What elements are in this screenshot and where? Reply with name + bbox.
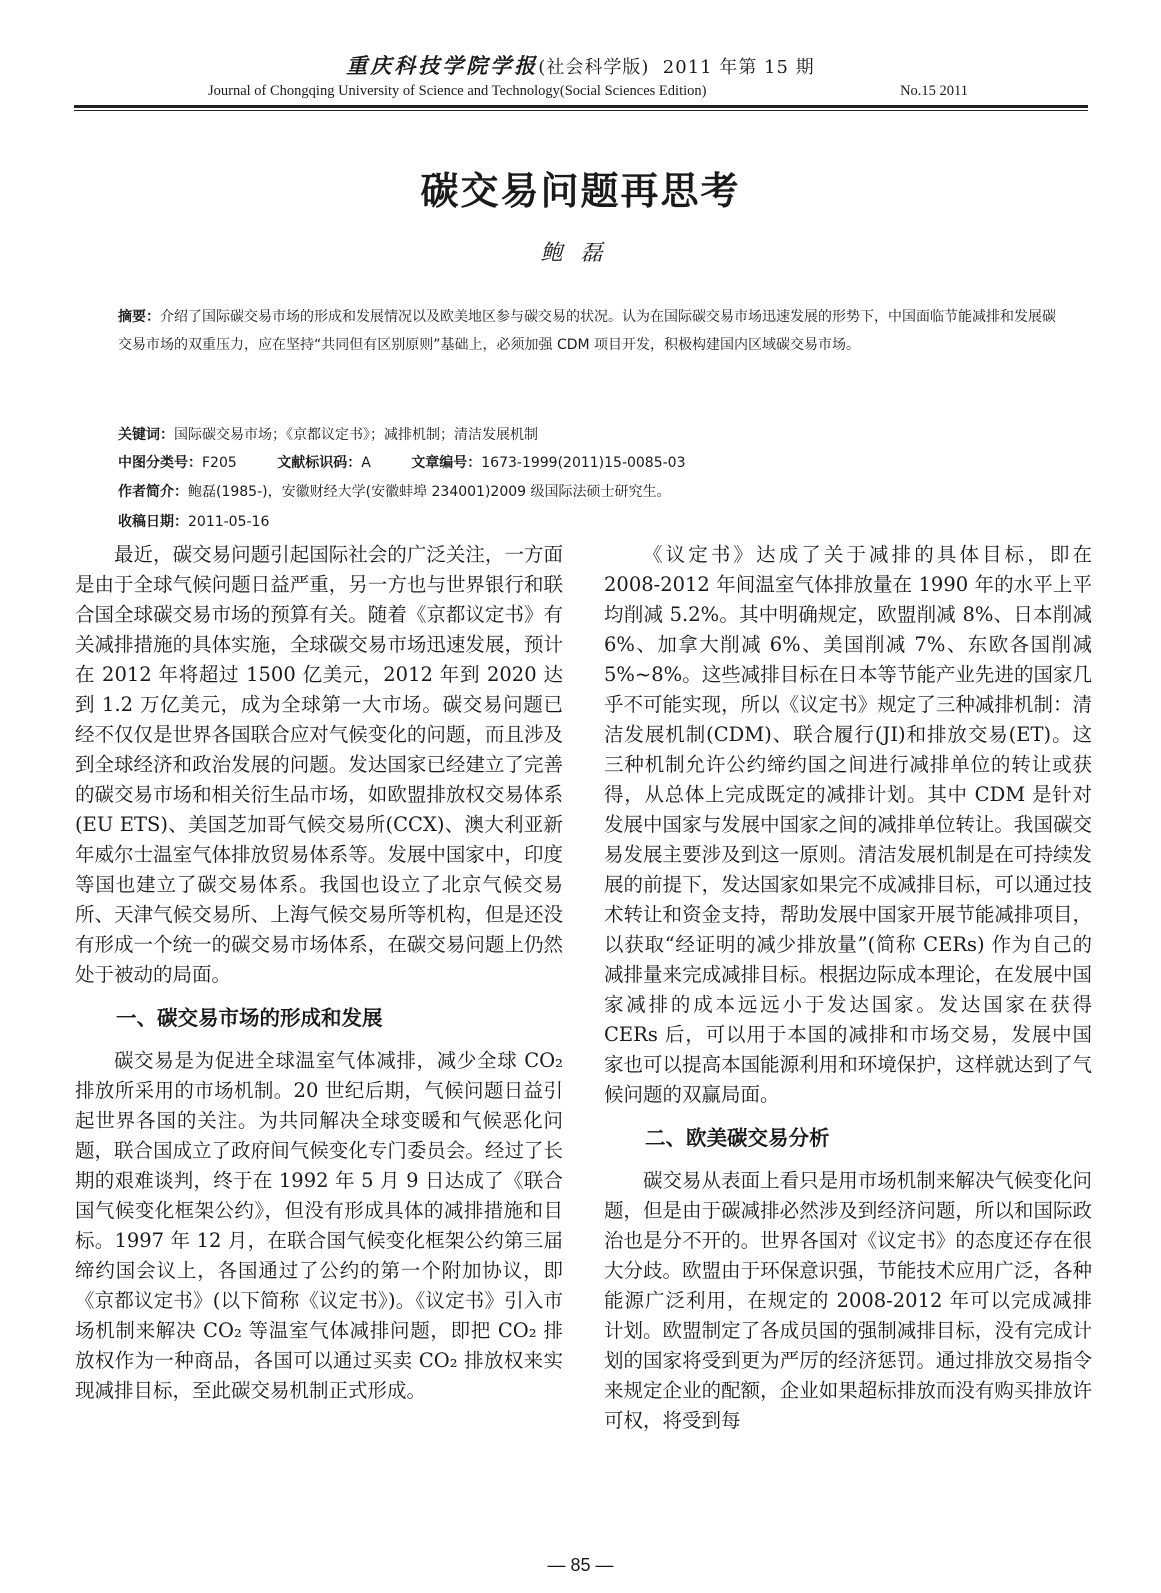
classification-row xyxy=(118,452,722,472)
keywords xyxy=(118,421,1068,449)
journal-name-en: Journal of Chongqing University of Science and Technology(Social Sciences Edition) xyxy=(208,83,707,99)
article-no-label: 文章编号： xyxy=(411,455,482,471)
keywords-label: 关键词： xyxy=(118,427,174,443)
paragraph: 碳交易从表面上看只是用市场机制来解决气候变化问题，但是由于碳减排必然涉及到经济问题，所以和国际政治也是分不开的。世界各国对《议定书》的态度还存在很大分歧。欧盟由于环保意识强，节能技术应用广泛，各种能源广泛利用，在规定的 2008-2012 年可以完成减排计划。欧盟制定了各成员国的强制减排目标，没有完成计划的国家将受到更为严厉的经济惩罚。通过排放交易指令来规定企业的配额，企业如果超标排放而没有购买排放许可权，将受到每 xyxy=(604,1169,1092,1432)
doc-code-value: A xyxy=(361,455,371,471)
journal-name-cn: 重庆科技学院学报 xyxy=(346,53,539,78)
author-info-text: 鲍磊(1985-)，安徽财经大学(安徽蚌埠 234001)2009 级国际法硕士研究生。 xyxy=(188,484,671,500)
abstract xyxy=(118,303,1068,359)
article-title: 碳交易问题再思考 xyxy=(420,169,741,213)
section-heading: 二、欧美碳交易分析 xyxy=(645,1126,830,1150)
clc-value: F205 xyxy=(202,455,237,471)
received-date xyxy=(118,508,1068,536)
journal-header-cn xyxy=(0,50,1161,80)
article-author: 鲍磊 xyxy=(540,241,621,266)
journal-edition-cn: (社会科学版) xyxy=(538,57,650,78)
abstract-label: 摘要： xyxy=(118,309,160,325)
journal-header-en xyxy=(208,83,968,100)
header-rule-thick xyxy=(74,105,1088,108)
received-label: 收稿日期： xyxy=(118,514,188,530)
right-column xyxy=(604,540,1092,1436)
page-number: — 85 — xyxy=(547,1555,614,1575)
keywords-text: 国际碳交易市场；《京都议定书》；减排机制；清洁发展机制 xyxy=(174,427,538,443)
article-no-value: 1673-1999(2011)15-0085-03 xyxy=(481,455,686,471)
paragraph: 最近，碳交易问题引起国际社会的广泛关注，一方面是由于全球气候问题日益严重，另一方也与世界银行和联合国全球碳交易市场的预算有关。随着《京都议定书》有关减排措施的具体实施，全球碳交易市场迅速发展，预计在 2012 年将超过 1500 亿美元，2012 年到 2020 达到 1.2 万亿美元，成为全球第一大市场。碳交易问题已经不仅仅是世界各国联合应对气候变化的问题，而且涉及到全球经济和政治发展的问题。发达国家已经建立了完善的碳交易市场和相关衍生品市场，如欧盟排放权交易体系(EU ETS)、美国芝加哥气候交易所(CCX)、澳大利亚新年威尔士温室气体排放贸易体系等。发展中国家中，印度等国也建立了碳交易体系。我国也设立了北京气候交易所、天津气候交易所、上海气候交易所等机构，但是还没有形成一个统一的碳交易市场体系，在碳交易问题上仍然处于被动的局面。 xyxy=(75,543,563,986)
left-column xyxy=(75,540,563,1406)
paragraph: 碳交易是为促进全球温室气体减排，减少全球 CO₂ 排放所采用的市场机制。20 世纪后期，气候问题日益引起世界各国的关注。为共同解决全球变暖和气候恶化问题，联合国成立了政府间气候变化专门委员会。经过了长期的艰难谈判，终于在 1992 年 5 月 9 日达成了《联合国气候变化框架公约》，但没有形成具体的减排措施和目标。1997 年 12 月，在联合国气候变化框架公约第三届缔约国会议上，各国通过了公约的第一个附加协议，即《京都议定书》(以下简称《议定书》)。《议定书》引入市场机制来解决 CO₂ 等温室气体减排问题，即把 CO₂ 排放权作为一种商品，各国可以通过买卖 CO₂ 排放权来实现减排目标，至此碳交易机制正式形成。 xyxy=(75,1049,563,1402)
clc-label: 中图分类号： xyxy=(118,455,202,471)
received-value: 2011-05-16 xyxy=(188,514,270,530)
section-heading: 一、碳交易市场的形成和发展 xyxy=(116,1006,383,1030)
paragraph: 《议定书》达成了关于减排的具体目标，即在 2008-2012 年间温室气体排放量在 1990 年的水平上平均削减 5.2%。其中明确规定，欧盟削减 8%、日本削减 6%、加拿大削减 6%、美国削减 7%、东欧各国削减 5%~8%。这些减排目标在日本等节能产业先进的国家几乎不可能实现，所以《议定书》规定了三种减排机制：清洁发展机制(CDM)、联合履行(JI)和排放交易(ET)。这三种机制允许公约缔约国之间进行减排单位的转让或获得，从总体上完成既定的减排计划。其中 CDM 是针对发展中国家与发展中国家之间的减排单位转让。我国碳交易发展主要涉及到这一原则。清洁发展机制是在可持续发展的前提下，发达国家如果完不成减排目标，可以通过技术转让和资金支持，帮助发展中国家开展节能减排项目，以获取“经证明的减少排放量”(简称 CERs) 作为自己的减排量来完成减排目标。根据边际成本理论，在发展中国家减排的成本远远小于发达国家。发达国家在获得 CERs 后，可以用于本国的减排和市场交易，发展中国家也可以提高本国能源利用和环境保护，这样就达到了气候问题的双赢局面。 xyxy=(604,543,1092,1106)
author-info xyxy=(118,478,1068,506)
journal-issue-en: No.15 2011 xyxy=(900,83,968,99)
doc-code-label: 文献标识码： xyxy=(277,455,362,471)
journal-issue-cn: 2011 年第 15 期 xyxy=(662,57,815,78)
author-info-label: 作者简介： xyxy=(118,484,188,500)
header-rule-thin xyxy=(74,110,1088,111)
abstract-text: 介绍了国际碳交易市场的形成和发展情况以及欧美地区参与碳交易的状况。认为在国际碳交易市场迅速发展的形势下，中国面临节能减排和发展碳交易市场的双重压力，应在坚持“共同但有区别原则”基础上，必须加强 CDM 项目开发，积极构建国内区域碳交易市场。 xyxy=(118,309,1056,353)
